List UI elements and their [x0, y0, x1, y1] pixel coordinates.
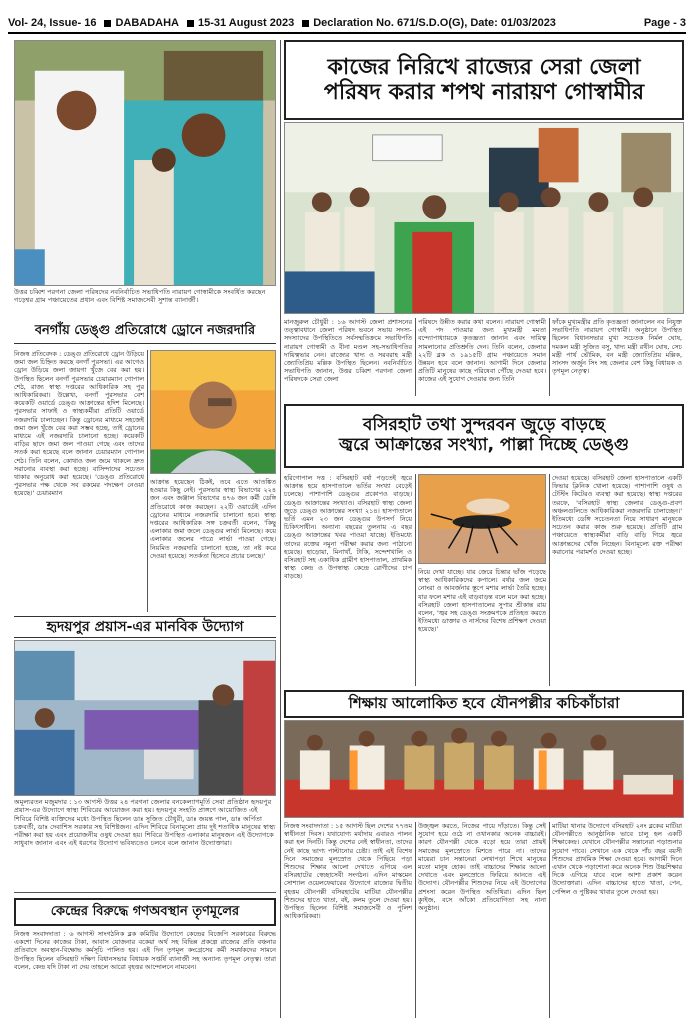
story1-headline-line2: পরিষদ করার শপথ নারায়ণ গোস্বামীর: [323, 80, 645, 105]
story2-headline: বনগাঁয় ডেঙ্গু প্রতিরোধে ড্রোনে নজরদারি: [14, 320, 276, 344]
story2-photo-portrait: [150, 350, 276, 474]
story3-headline: [284, 404, 684, 468]
story3-column-3: দেওয়া হয়েছে। বসিরহাট জেলা হাসপাতালে একটি ফিভার ক্লিনিক খোলা হয়েছে। পাশাপাশি ওষুধ ও টেস্টিং কিটেরও ব্যবস্থা করা হয়েছে। স্বাস্থ্য দপ্তরের তরফে, 'বসিরহাট স্বাস্থ্য জেলার ডেঙ্গু-প্রবণ অঞ্চলগুলিতে আধিকারিকরা নজরদারি চালাচ্ছেন।' ইতিমধ্যে ডেঙ্গি সচেতনতা নিয়ে সাধারণ মানুষকে সচেতন করার কাজ শুরু হয়েছে। প্রতিটি গ্রাম পঞ্চায়েতে স্বাস্থ্যকর্মীরা বাড়ি বাড়ি গিয়ে জ্বরে আক্রান্তদের খোঁজ নিচ্ছেন। বিনামূল্যে রক্ত পরীক্ষা করানোর পরামর্শও দেওয়া হচ্ছে।: [552, 474, 682, 556]
paper-name: DABADAHA: [115, 17, 180, 29]
story6-headline: কেন্দ্রের বিরুদ্ধে গণঅবস্থান তৃণমূলের: [14, 898, 276, 926]
story1-column-2: পরিষদে উন্নীত করার কথা বলেন। নারায়ণ গোস্বামী এই পদ পাওয়ার জন্য মুখ্যমন্ত্রী মমতা বন্দ্যোপাধ্যায়কে কৃতজ্ঞতা জানান এবং দায়িত্ব সামলানোর প্রতিশ্রুতি দেন। তিনি বলেন, জেলার ২২টি ব্লক ও ১৯১৫টি গ্রাম পঞ্চায়েতে সমান উন্নয়ন হবে বলে জানান। আগামী দিনে জেলার প্রতিটি মানুষের কাছে পরিষেবা পৌঁছে দেওয়া হবে। কাজের এই সুযোগ দেওয়ার জন্য তিনি: [418, 318, 546, 384]
story5-column-2: উজ্জ্বল করতে, নিজের পায়ে দাঁড়াতে। কিন্তু সেই সুযোগ হয়ে ওঠে না ওখানকার অনেক বাচ্চারই। কারণ যৌনপল্লী থেকে বড়ো হয়ে তারা প্রায়ই সমাজের মূলস্রোতে মিশতে পারে না। তাদের মায়েরা চান সন্তানেরা লেখাপড়া শিখে মানুষের মতো মানুষ হোক। তাই বাচ্চাদের শিক্ষার আলো দেখাতে এবং মূলস্রোতে ফিরিয়ে আনতে এই উদ্যোগ। যৌনপল্লীর শিশুদের নিয়ে এই উদ্যোগের প্রশংসা করেন উপস্থিত অতিথিরা। এদিন ছিল ক্যুইজ, বসে আঁকো প্রতিযোগিতা সহ নানা অনুষ্ঠান।: [418, 822, 546, 913]
story4-photo-health-camp: [14, 640, 276, 796]
story1-column-3: ফাঁকে মুখ্যমন্ত্রীর প্রতি কৃতজ্ঞতা জানালেন নব নিযুক্ত সভাধিপতি নারায়ণ গোস্বামী। অনুষ্ঠানে উপস্থিত ছিলেন বিধানসভার মুখ্য সচেতক নির্মল ঘোষ, দমকল মন্ত্রী সুজিত বসু, খাদ্য মন্ত্রী রথীন ঘোষ, সেচ মন্ত্রী পার্থ ভৌমিক, বন মন্ত্রী জ্যোতিপ্রিয় মল্লিক, সাংসদ অর্জুন সিং সহ জেলার বেশ কিছু বিধায়ক ও তৃণমূল নেতৃত্ব।: [552, 318, 682, 376]
header-left: [8, 17, 560, 29]
story1-column-1: মানজুরুল চৌধুরী : ১৬ আগস্ট জেলা প্রশাসনের তত্ত্বাবধানে জেলা পরিষদ ভবনে সভায় সদস্য-সদস্যাদের উপস্থিতিতে সর্বসম্মতিক্রমে সভাধিপতি নারায়ণ গোস্বামী ও বীনা মণ্ডল সহ-সভাধিপতির দায়িত্বভার নেন। রাজ্যের খাদ্য ও সরবরাহ মন্ত্রী জ্যোতিপ্রিয় মল্লিক উপস্থিত ছিলেন। নবনির্বাচিত সভাধিপতি জানান, উত্তর চব্বিশ পরগনা জেলা পরিষদকে সেরা জেলা: [284, 318, 412, 384]
story5-column-1: নিজস্ব সংবাদদাতা : ১৫ আগস্ট ছিল দেশের ৭৭তম স্বাধীনতা দিবস। যথাযোগ্য মর্যাদায় এবারও পালন করা হল দিনটি। কিন্তু দেশের নেই স্বাধীনতা, তাদের নেই কাছে ভাগ্য পাল্টানোর চেষ্টা। তাই এই বিশেষ দিনে সমাজের মূলস্রোত থেকে পিছিয়ে পড়া শিশুদের শিক্ষার আলো দেখাতে এগিয়ে এল বসিরহাটের স্বেচ্ছাসেবী সংগঠন। এদিন মাস্কমেন সোশ্যাল ওয়েলফেয়ারের উদ্যোগে রাজ্যের দ্বিতীয় বৃহত্তম যৌনপল্লী বসিরহাটের মাটিয়া যৌনপল্লীর শিশুদের হাতে খাতা, বই, কলম তুলে দেওয়া হয়। উপস্থিত ছিলেন বিশিষ্ট সমাজসেবী ও পুলিশ আধিকারিকরা।: [284, 822, 412, 921]
story2-column-2: আক্রান্ত হয়েছেন ঠিকই, তবে এতে আতঙ্কিত হওয়ার কিছু নেই। পুরসভার স্বাস্থ্য বিভাগের ২২৪ জন এবং জঞ্জাল বিভাগের ৪৭৬ জন কর্মী ডেঙ্গি প্রতিরোধে কাজ করছেন। ২২টি ওয়ার্ডেই এদিন ড্রোনের মাধ্যমে নজরদারি চালানো হবে। স্বাস্থ্য দপ্তরের আধিকারিক সঙ্গ চক্রবর্তী বলেন, 'কিছু এলাকার জমা জলে ডেঙ্গুর লার্ভা মিলেছে। কয়ে এলাকার জলের পাত্রে লার্ভা পাওয়া গেছে। নিয়মিত নজরদারি চালানো হচ্ছে, তা নষ্ট করে দেওয়া হয়েছে। সতর্কতা হিসেবে প্রচার চলছে।': [150, 478, 276, 560]
story6-text: নিজস্ব সংবাদদাতা : ৬ আগস্ট সাংগঠনিক ব্লক কমিটির উদ্যোগে কেন্দ্রের বিজেপি সরকারের বিরুদ্ধে একশো দিনের কাজের টাকা, আবাস যোজনার বকেয়া অর্থ সহ বিভিন্ন প্রকল্পে রাজ্যের প্রতি বঞ্চনার প্রতিবাদে অবস্থান-বিক্ষোভ কর্মসূচি পালিত হয়। এই দিন তৃণমূল কংগ্রেসের কর্মী সমর্থকদের সামনে উপস্থিত ছিলেন বসিরহাট দক্ষিণ বিধানসভার বিধায়ক সপ্তর্ষি ব্যানার্জী সহ অন্যান্য তৃণমূল নেতৃত্ব। তারা বলেন, কেন্দ্র যদি টাকা না দেয় তাহলে আরো বৃহত্তর আন্দোলনে নামবেন।: [14, 930, 276, 971]
column-divider: [280, 40, 281, 1018]
page-number: Page - 3: [643, 17, 686, 29]
story5-headline: শিক্ষায় আলোকিত হবে যৌনপল্লীর কচিকাঁচারা: [284, 690, 684, 718]
story2-column-1: নিজস্ব প্রতিবেদক : ডেঙ্গু প্রতিরোধে ড্রোন উড়িয়ে জমা জল চিহ্নিত করছে বনগাঁ পুরসভা। এর আগেও ড্রোন উড়িয়ে জলা জায়গা খুঁজে বের করা হয়। উপস্থিত ছিলেন বনগাঁ পুরসভার চেয়ারম্যান গোপাল শেঠ, রাজ্য স্বাস্থ্য দপ্তরের আধিকারিক সহ পুর আধিকারিকরা। উল্লেখ্য, বনগাঁ পুরসভার বেশ কয়েকটি ওয়ার্ডে ডেঙ্গু আক্রান্তের হদিশ মিলেছে। পুরসভার সাফাই ও স্বাস্থ্যকর্মীরা প্রতিটি ওয়ার্ডে নজরদারি চালাচ্ছেন। কিন্তু ড্রোনের মাধ্যমে সহজেই জমা জল খুঁজে বের করা সম্ভব হচ্ছে, তাই ড্রোনের মাধ্যমে এই নজরদারি চালানো হচ্ছে। কয়েকটি বাড়ির ছাদে জমা জল পাওয়া গেছে এবং তাদের সতর্ক করা হয়েছে বলে জানান চেয়ারম্যান গোপাল শেঠ। তিনি বলেন, কোথাও জল জমে থাকলে দ্রুত সরানোর ব্যবস্থা করা হচ্ছে। বাসিন্দাদের সচেতন থাকার অনুরোধ করা হয়েছে। 'ডেঙ্গু প্রতিরোধে পুরসভার পক্ষ থেকে সব রকমের পদক্ষেপ নেওয়া হয়েছে।' চেয়ারম্যান: [14, 350, 144, 498]
column-divider: [147, 350, 148, 612]
story1-photo-felicitation: [14, 40, 276, 286]
column-divider: [415, 822, 416, 1018]
story1-photo-group: [284, 122, 684, 314]
separator-square-icon: [187, 20, 194, 27]
column-divider: [549, 474, 550, 686]
story3-column-2: নিয়ে দেখা যাচ্ছে। যার জেরে চিন্তার ভাঁজ পড়েছে স্বাস্থ্য আধিকারিকদের কপালে। বর্ষার জল জমে নোংরা ও আবর্জনার স্তূপে মশার লার্ভা তৈরি হচ্ছে। যার ফলে মশার এই বাড়বাড়ন্ত বলে মনে করা হচ্ছে। বসিরহাট জেলা হাসপাতালের সুপার শ্রীকান্ত রায় বলেন, 'জ্বর সহ ডেঙ্গু সংক্রমণকে প্রতিহত করতে ইতিমধ্যে ডাক্তার ও নার্সদের বিশেষ প্রশিক্ষণ দেওয়া হয়েছে।': [418, 568, 546, 634]
story4-headline: হৃদয়পুর প্রয়াস-এর মানবিক উদ্যোগ: [14, 616, 276, 638]
column-divider: [415, 318, 416, 396]
story3-headline-line2: জ্বরে আক্রান্তের সংখ্যা, পাল্লা দিচ্ছে ডেঙ্গু: [339, 435, 629, 455]
story3-photo-mosquito: [418, 474, 546, 564]
story1-photo-caption: উত্তর চব্বিশ পরগনা জেলা পরিষদের নবনির্বাচিত সভাধিপতি নারায়ণ গোস্বামীকে সংবর্ধিত করছেন গড়েশ্বর গ্রাম পঞ্চায়েতের প্রধান এবং বিশিষ্ট সমাজসেবী সুশান্ত ব্যানার্জী।: [14, 288, 266, 305]
separator-square-icon: [302, 20, 309, 27]
volume-issue: Vol- 24, Issue- 16: [8, 17, 97, 29]
declaration: Declaration No. 671/S.D.O(G), Date: 01/03/2023: [313, 17, 556, 29]
story1-headline-line1: কাজের নিরিখে রাজ্যের সেরা জেলা: [327, 54, 641, 80]
column-divider: [549, 822, 550, 1018]
column-divider: [415, 474, 416, 686]
column-divider: [549, 318, 550, 396]
story3-headline-line1: বসিরহাট তথা সুন্দরবন জুড়ে বাড়ছে: [362, 415, 606, 436]
story5-column-3: মাটিয়া থানার উদ্যোগে বসিরহাট ২নং ব্লকের মাটিয়া যৌনপল্লীতে আনুষ্ঠানিক ভাবে চালু হল একটি শিক্ষাকেন্দ্র। যেখানে যৌনপল্লীর সন্তানেরা পড়াশুনার সুযোগ পাবে। সেখানে এক থেকে পাঁচ বছর বয়সী শিশুদের প্রাথমিক শিক্ষা দেওয়া হবে। আগামী দিনে এখান থেকে পড়াশোনা করে অনেক শিশু উচ্চশিক্ষার দিকে এগিয়ে যাবে বলে আশা প্রকাশ করেন উদ্যোক্তারা। এদিন বাচ্চাদের হাতে খাতা, পেন, পেন্সিল ও পুষ্টিকর খাবার তুলে দেওয়া হয়।: [552, 822, 682, 896]
page-header: [8, 14, 686, 34]
story1-headline: [284, 40, 684, 120]
story4-text: অমূল্যরতন মজুমদার : ১৩ আগস্ট উত্তর ২৪ পরগনা জেলার বনকেল্যাণমূর্তি সেবা প্রতিষ্ঠান হৃদয়পুর প্রয়াস-এর উদ্যোগে স্বাস্থ্য শিবিরের আয়োজন করা হয়। হৃদয়পুর সংহতি প্রাঙ্গণে আয়োজিত এই শিবিরে বিশিষ্ট ব্যক্তিদের মধ্যে উপস্থিত ছিলেন ডাঃ সুজিত চৌধুরী, ডাঃ জয়ন্ত পাল, ডাঃ অর্পিতা চক্রবর্তী, ডাঃ দেবাশিস সরকার সহ বিশিষ্টজন। এদিন শিবিরে বিনামূল্যে প্রায় দুই শতাধিক মানুষের স্বাস্থ্য পরীক্ষা করা হয় এবং প্রয়োজনীয় ওষুধ দেওয়া হয়। শিবিরে উপস্থিত এলাকার মানুষজন এই উদ্যোগকে সাধুবাদ জানান এবং এই ধরণের উদ্যোগ ভবিষ্যতেও চলবে বলে জানান উদ্যোক্তারা।: [14, 798, 276, 848]
section-divider: [14, 892, 276, 893]
separator-square-icon: [104, 20, 111, 27]
story5-photo-event: [284, 720, 684, 818]
issue-dates: 15-31 August 2023: [198, 17, 295, 29]
story3-column-1: হরিগোপাল দত্ত : বসিরহাট বর্ষা পড়তেই জ্বরে আক্রান্ত হয়ে হাসপাতালে ভর্তির সংখ্যা বেড়েই চলেছে। পাশাপাশি ডেঙ্গুর প্রকোপও বাড়ছে। ডেঙ্গু আক্রান্তের সংখ্যাও। বসিরহাট স্বাস্থ্য জেলা জুড়ে ডেঙ্গু আক্রান্তের সংখ্যা ২১৪। হাসপাতালে ভর্তি এমন ২৩ জন ডেঙ্গুর উপসর্গ নিয়ে চিকিৎসাধীন। অন্যান্য বছরের তুলনায় এ বছর ডেঙ্গু আক্রান্তের খবর পাওয়া যাচ্ছে। ইতিমধ্যে তাদের রক্তের নমুনা পরীক্ষা করার জন্য পাঠানো হয়েছে। হাড়োয়া, মিনাখাঁ, টাকি, সন্দেশখালি ও বসিরহাট সহ একাধিক গ্রামীণ হাসপাতাল, প্রাথমিক স্বাস্থ্য কেন্দ্র ও উপস্বাস্থ্য কেন্দ্রে রোগীদের চাপ বাড়ছে।: [284, 474, 412, 581]
